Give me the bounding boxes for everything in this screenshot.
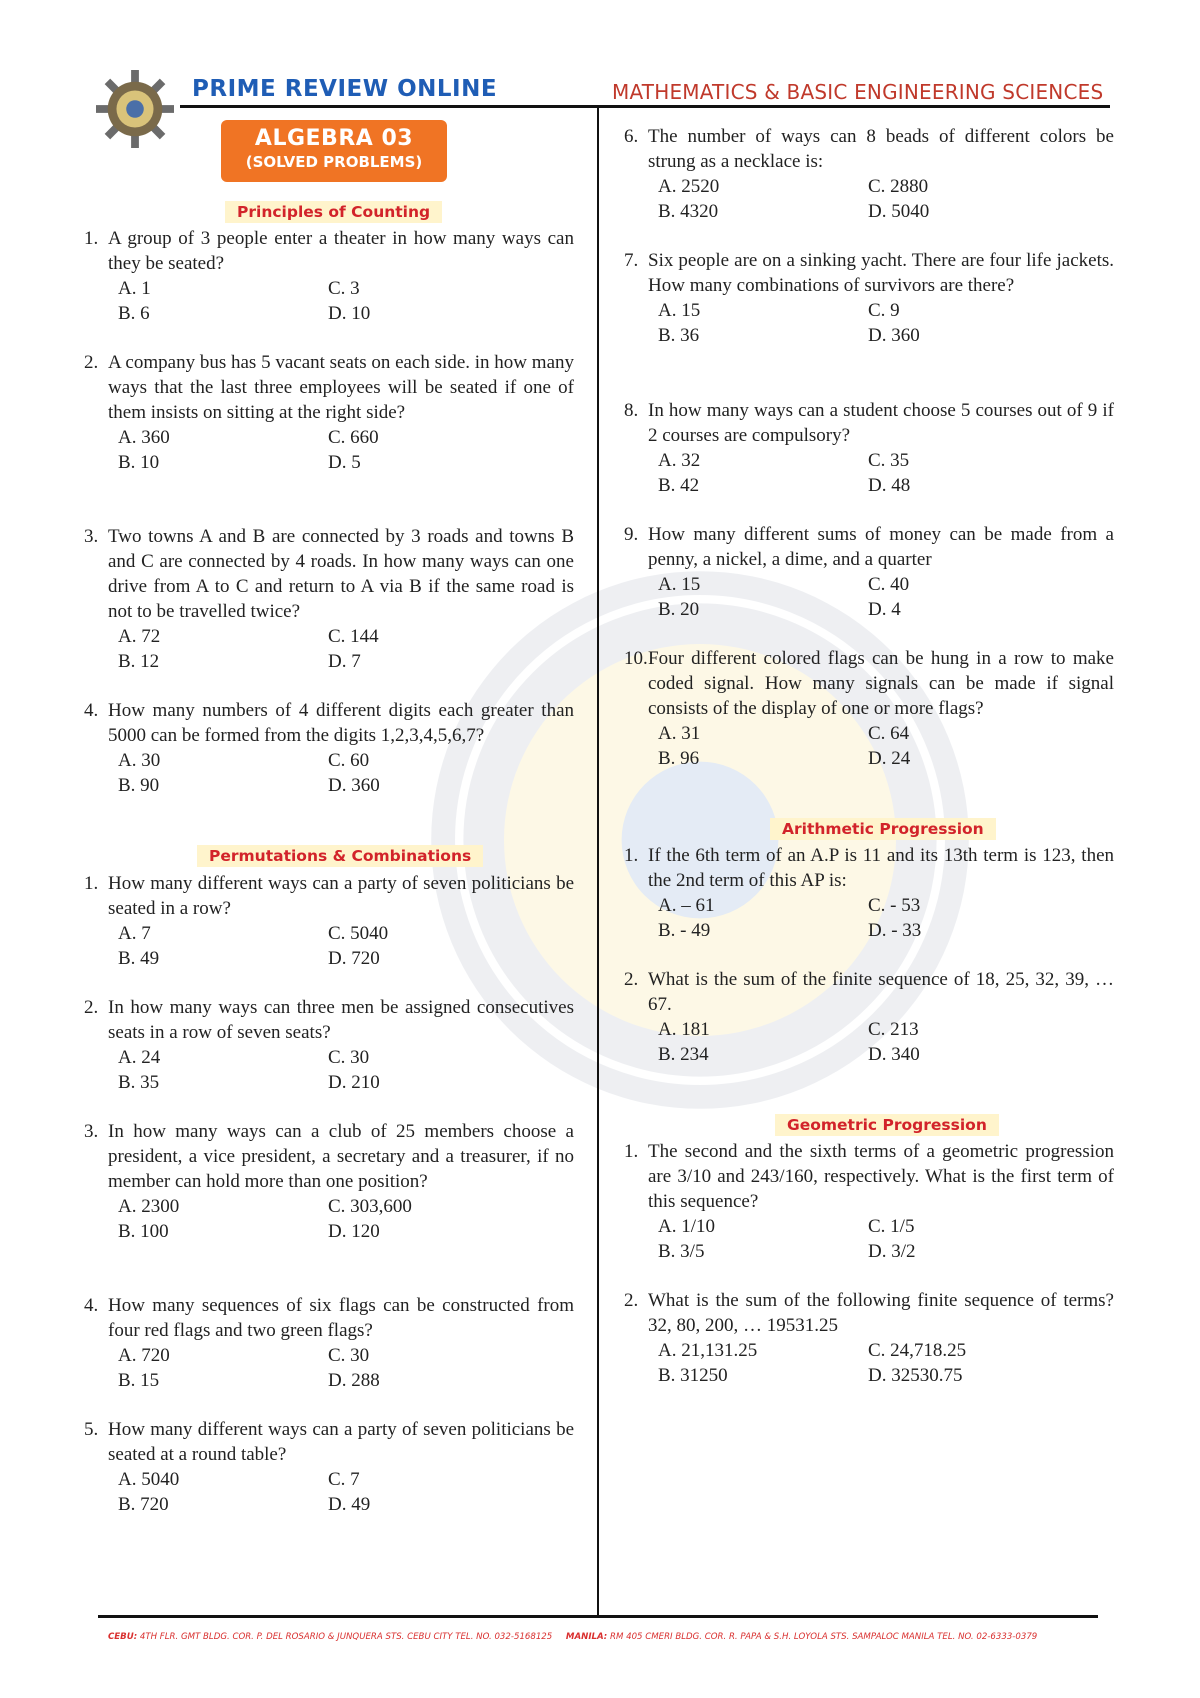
option-b: B. 6 xyxy=(118,303,150,324)
option-c: C. 30 xyxy=(328,1345,370,1366)
question-number: 3. xyxy=(84,1121,99,1142)
question-number: 1. xyxy=(624,845,639,866)
option-c: C. 2880 xyxy=(868,176,929,197)
question-text: How many numbers of 4 different digits each greater than 5000 can be formed from the digits 1,2,3,4,5,6,7? xyxy=(108,700,574,746)
option-a: A. 181 xyxy=(658,1019,710,1040)
question-text: A group of 3 people enter a theater in how many ways can they be seated? xyxy=(108,228,574,274)
question-item xyxy=(84,1119,574,1244)
column-divider xyxy=(597,107,599,1617)
question-item xyxy=(624,1139,1114,1264)
option-a: A. 1 xyxy=(118,278,151,299)
option-d: D. 3/2 xyxy=(868,1241,916,1262)
question-item xyxy=(624,1288,1114,1388)
option-d: D. 340 xyxy=(868,1044,920,1065)
section-heading-arithmetic: Arithmetic Progression xyxy=(770,818,996,840)
option-b: B. 100 xyxy=(118,1221,169,1242)
page-subtitle: (SOLVED PROBLEMS) xyxy=(245,153,423,171)
question-text: What is the sum of the finite sequence of 18, 25, 32, 39, … 67. xyxy=(648,969,1114,1015)
option-c: C. 35 xyxy=(868,450,910,471)
option-b: B. 720 xyxy=(118,1494,169,1515)
option-d: D. - 33 xyxy=(868,920,922,941)
option-c: C. 144 xyxy=(328,626,379,647)
option-c: C. 64 xyxy=(868,723,910,744)
option-c: C. 303,600 xyxy=(328,1196,412,1217)
title-box xyxy=(221,120,447,182)
question-text: What is the sum of the following finite sequence of terms? 32, 80, 200, … 19531.25 xyxy=(648,1290,1114,1336)
question-text: In how many ways can three men be assigned consecutives seats in a row of seven seats? xyxy=(108,997,574,1043)
question-number: 8. xyxy=(624,400,639,421)
question-text: How many different ways can a party of seven politicians be seated at a round table? xyxy=(108,1419,574,1465)
page-header xyxy=(0,0,1200,120)
brand-name: PRIME REVIEW ONLINE xyxy=(192,76,498,102)
option-d: D. 24 xyxy=(868,748,911,769)
question-number: 9. xyxy=(624,524,639,545)
option-d: D. 120 xyxy=(328,1221,380,1242)
question-text: How many different ways can a party of seven politicians be seated in a row? xyxy=(108,873,574,919)
question-number: 10. xyxy=(624,648,648,669)
question-item xyxy=(624,522,1114,622)
question-item xyxy=(84,1417,574,1517)
question-text: In how many ways can a student choose 5 courses out of 9 if 2 courses are compulsory? xyxy=(648,400,1114,446)
header-divider xyxy=(180,105,1110,108)
question-text: The second and the sixth terms of a geometric progression are 3/10 and 243/160, respectively. What is the first term of this sequence? xyxy=(648,1141,1114,1212)
option-a: A. 7 xyxy=(118,923,151,944)
option-b: B. 234 xyxy=(658,1044,709,1065)
section-heading-permutations: Permutations & Combinations xyxy=(197,845,483,867)
footer-cebu-label: CEBU: xyxy=(108,1632,138,1642)
option-b: B. 15 xyxy=(118,1370,160,1391)
option-a: A. – 61 xyxy=(658,895,715,916)
option-a: A. 15 xyxy=(658,300,701,321)
question-number: 1. xyxy=(624,1141,639,1162)
option-a: A. 21,131.25 xyxy=(658,1340,758,1361)
question-text: Two towns A and B are connected by 3 roads and towns B and C are connected by 4 roads. In how many ways can one drive from A to C and return to A via B if the same road is not to be travelled twice? xyxy=(108,526,574,622)
option-d: D. 10 xyxy=(328,303,371,324)
option-b: B. 96 xyxy=(658,748,700,769)
option-c: C. - 53 xyxy=(868,895,921,916)
question-text: How many sequences of six flags can be constructed from four red flags and two green flags? xyxy=(108,1295,574,1341)
question-item xyxy=(84,1293,574,1393)
option-a: A. 1/10 xyxy=(658,1216,715,1237)
option-b: B. 31250 xyxy=(658,1365,728,1386)
logo-gear-icon xyxy=(96,70,174,148)
footer-cebu-address: 4TH FLR. GMT BLDG. COR. P. DEL ROSARIO & JUNQUERA STS. CEBU CITY TEL. NO. 032-5168125 xyxy=(139,1632,553,1642)
option-d: D. 5 xyxy=(328,452,361,473)
question-item xyxy=(624,646,1114,771)
question-item xyxy=(624,967,1114,1067)
question-number: 7. xyxy=(624,250,639,271)
footer-manila-label: MANILA: xyxy=(565,1632,608,1642)
option-a: A. 720 xyxy=(118,1345,170,1366)
option-b: B. 49 xyxy=(118,948,160,969)
option-d: D. 360 xyxy=(328,775,380,796)
question-number: 2. xyxy=(624,1290,639,1311)
option-b: B. 20 xyxy=(658,599,700,620)
option-d: D. 720 xyxy=(328,948,380,969)
footer-addresses xyxy=(108,1632,1098,1642)
question-text: A company bus has 5 vacant seats on each side. in how many ways that the last three employees will be seated if one of them insists on sitting at the right side? xyxy=(108,352,574,423)
option-c: C. 24,718.25 xyxy=(868,1340,967,1361)
option-c: C. 30 xyxy=(328,1047,370,1068)
option-d: D. 48 xyxy=(868,475,911,496)
option-c: C. 3 xyxy=(328,278,360,299)
question-text: How many different sums of money can be made from a penny, a nickel, a dime, and a quarter xyxy=(648,524,1114,570)
option-d: D. 32530.75 xyxy=(868,1365,963,1386)
option-a: A. 360 xyxy=(118,427,170,448)
option-b: B. 10 xyxy=(118,452,160,473)
option-b: B. - 49 xyxy=(658,920,711,941)
option-c: C. 9 xyxy=(868,300,900,321)
question-number: 5. xyxy=(84,1419,99,1440)
section-heading-counting: Principles of Counting xyxy=(225,201,442,223)
question-text: Four different colored flags can be hung in a row to make coded signal. How many signals can be made if signal consists of the display of one or more flags? xyxy=(648,648,1114,719)
option-a: A. 31 xyxy=(658,723,701,744)
option-b: B. 35 xyxy=(118,1072,160,1093)
question-text: If the 6th term of an A.P is 11 and its 13th term is 123, then the 2nd term of this AP is: xyxy=(648,845,1114,891)
option-d: D. 49 xyxy=(328,1494,371,1515)
option-a: A. 24 xyxy=(118,1047,161,1068)
option-a: A. 30 xyxy=(118,750,161,771)
question-text: Six people are on a sinking yacht. There are four life jackets. How many combinations of survivors are there? xyxy=(648,250,1114,296)
option-c: C. 660 xyxy=(328,427,379,448)
option-d: D. 7 xyxy=(328,651,361,672)
question-item xyxy=(84,226,574,326)
question-number: 2. xyxy=(84,352,99,373)
option-d: D. 5040 xyxy=(868,201,930,222)
question-item xyxy=(84,871,574,971)
option-d: D. 4 xyxy=(868,599,901,620)
question-item xyxy=(624,843,1114,943)
question-item xyxy=(624,398,1114,498)
question-item xyxy=(84,350,574,475)
question-number: 3. xyxy=(84,526,99,547)
footer-divider xyxy=(98,1615,1098,1618)
option-d: D. 210 xyxy=(328,1072,380,1093)
option-a: A. 5040 xyxy=(118,1469,180,1490)
option-a: A. 32 xyxy=(658,450,701,471)
question-number: 1. xyxy=(84,873,99,894)
option-b: B. 3/5 xyxy=(658,1241,705,1262)
question-number: 6. xyxy=(624,126,639,147)
option-a: A. 2520 xyxy=(658,176,720,197)
option-b: B. 12 xyxy=(118,651,160,672)
option-c: C. 1/5 xyxy=(868,1216,915,1237)
option-b: B. 36 xyxy=(658,325,700,346)
subject-title: MATHEMATICS & BASIC ENGINEERING SCIENCES xyxy=(612,80,1104,104)
option-a: A. 72 xyxy=(118,626,161,647)
question-item xyxy=(84,698,574,798)
question-number: 4. xyxy=(84,1295,99,1316)
option-b: B. 4320 xyxy=(658,201,719,222)
option-a: A. 2300 xyxy=(118,1196,180,1217)
question-item xyxy=(84,524,574,674)
option-c: C. 60 xyxy=(328,750,370,771)
page-title: ALGEBRA 03 xyxy=(254,126,414,151)
question-item xyxy=(624,248,1114,348)
option-c: C. 40 xyxy=(868,574,910,595)
question-number: 2. xyxy=(84,997,99,1018)
question-item xyxy=(84,995,574,1095)
question-item xyxy=(624,124,1114,224)
option-c: C. 5040 xyxy=(328,923,389,944)
option-c: C. 213 xyxy=(868,1019,919,1040)
option-d: D. 288 xyxy=(328,1370,380,1391)
question-number: 4. xyxy=(84,700,99,721)
option-b: B. 42 xyxy=(658,475,700,496)
footer-manila-address: RM 405 CMERI BLDG. COR. R. PAPA & S.H. LOYOLA STS. SAMPALOC MANILA TEL. NO. 02-6333-0379 xyxy=(609,1632,1038,1642)
option-d: D. 360 xyxy=(868,325,920,346)
section-heading-geometric: Geometric Progression xyxy=(775,1114,999,1136)
option-a: A. 15 xyxy=(658,574,701,595)
option-b: B. 90 xyxy=(118,775,160,796)
question-text: The number of ways can 8 beads of different colors be strung as a necklace is: xyxy=(648,126,1114,172)
option-c: C. 7 xyxy=(328,1469,360,1490)
question-number: 2. xyxy=(624,969,639,990)
question-number: 1. xyxy=(84,228,99,249)
question-text: In how many ways can a club of 25 members choose a president, a vice president, a secretary and a treasurer, if no member can hold more than one position? xyxy=(108,1121,574,1192)
